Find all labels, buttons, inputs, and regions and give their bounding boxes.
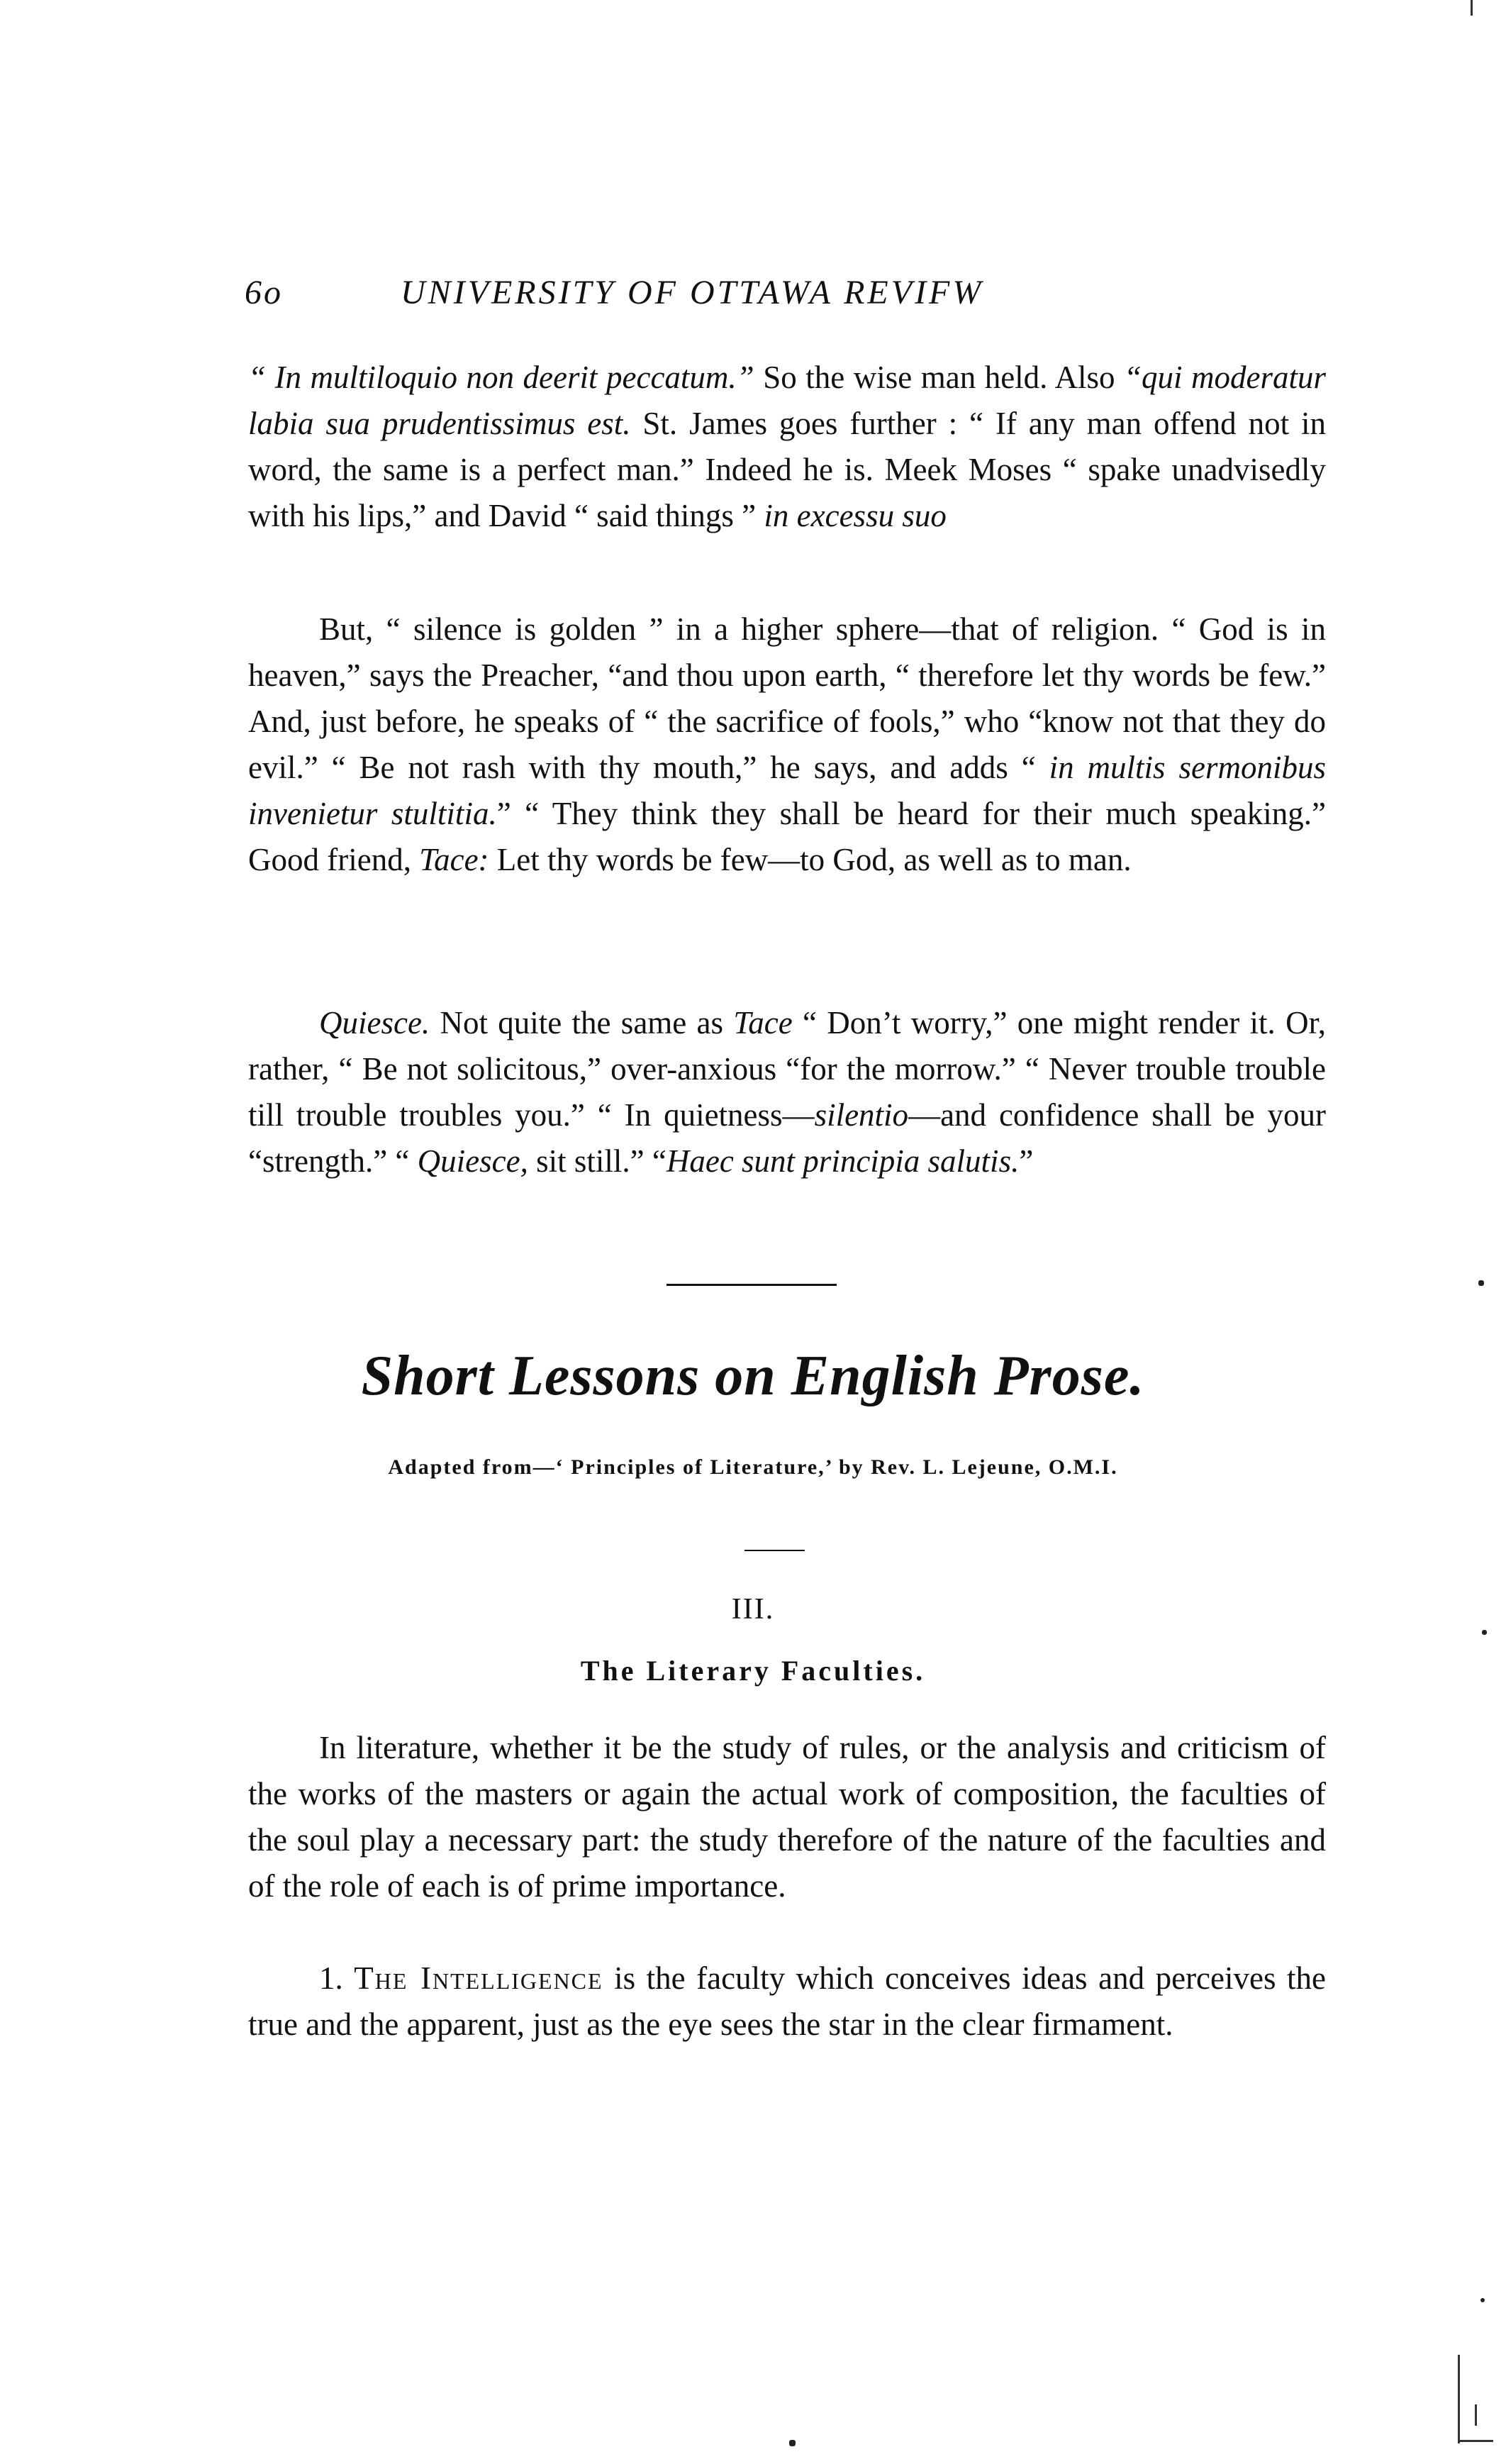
paragraph-text: But, “ silence is golden ” in a higher sphere—that of religion. “ God is in heaven,” says the Preacher, “and thou upon earth, “ therefore let thy words be few.” And, just before, he speaks of “ the sacrifice of fools,” who “know not that they do evil.” “ Be not rash with thy mouth,” he says, and adds “ — [248, 611, 1326, 785]
latin-quote: Tace: — [419, 842, 489, 877]
short-divider — [744, 1550, 805, 1551]
paragraph-text: St. James goes further : “ If any man offend not in word, the same is a perfect man.” Indeed he is. Meek Moses “ spake unadvisedly with his lips,” and David “ said things ” — [248, 406, 1326, 533]
latin-quote: Quiesce, — [417, 1143, 528, 1179]
paragraph-text: Let thy words be few—to God, as well as to man. — [489, 842, 1132, 877]
paragraph-text: is the faculty which conceives ideas and perceives the true and the apparent, just as the eye sees the star in the clear firmament. — [248, 1960, 1327, 2042]
lesson-subtitle: The Literary Faculties. — [580, 1655, 926, 1687]
scan-edge-mark — [1458, 2355, 1460, 2443]
scan-edge-mark — [1458, 2440, 1493, 2442]
scan-speck — [1482, 1630, 1487, 1635]
page-number: 6o — [245, 274, 283, 311]
latin-quote: “ In multiloquio non deerit peccatum.” — [248, 360, 754, 395]
paragraph-3 — [248, 1000, 1326, 1184]
paragraph-text: ” “ They think they shall be heard for their much speaking.” Good friend, — [248, 796, 1326, 877]
latin-quote: “qui moderatur labia sua prudentissimus est. — [248, 360, 1327, 441]
journal-title: UNIVERSITY OF OTTAWA REVIFW — [401, 274, 984, 311]
lesson-numeral: III. — [731, 1593, 775, 1626]
scan-speck — [1480, 2298, 1485, 2302]
paragraph-text: ” — [1019, 1143, 1034, 1179]
paragraph-text: So the wise man held. Also — [754, 360, 1124, 395]
paragraph-text: Not quite the same as — [430, 1005, 734, 1040]
paragraph-text: “ Don’t worry,” one might render it. Or, rather, “ Be not solicitous,” over-anxious “for the morrow.” “ Never trouble trouble till trouble troubles you.” “ In quietness— — [248, 1005, 1327, 1133]
latin-quote: silentio — [814, 1097, 909, 1133]
latin-quote: in excessu suo — [764, 498, 947, 533]
paragraph-2 — [248, 606, 1326, 883]
paragraph-text: In literature, whether it be the study of rules, or the analysis and criticism of the works of the masters or again the actual work of composition, the faculties of the soul play a necessary part: the study therefore of the nature of the faculties and of the role of each is of prime importance. — [248, 1730, 1326, 1904]
section-title: Short Lessons on English Prose. — [361, 1345, 1145, 1407]
scan-speck — [789, 2440, 796, 2446]
scan-speck — [1478, 1280, 1484, 1286]
faculty-term: The Intelligence — [354, 1960, 603, 1996]
latin-quote: Quiesce. — [319, 1005, 430, 1040]
running-head — [245, 273, 1329, 316]
latin-quote: Haec sunt principia salutis. — [666, 1143, 1020, 1179]
paragraph-4 — [248, 1725, 1326, 1909]
list-number: 1. — [319, 1960, 355, 1996]
scan-edge-mark — [1475, 2404, 1477, 2426]
section-divider — [666, 1284, 837, 1286]
latin-quote: in multis sermonibus invenietur stultitia. — [248, 750, 1326, 831]
paragraph-5 — [248, 1955, 1326, 2048]
latin-quote: Tace — [733, 1005, 793, 1040]
paragraph-text: sit still.” “ — [528, 1143, 666, 1179]
section-byline: Adapted from—‘ Principles of Literature,’ by Rev. L. Lejeune, O.M.I. — [388, 1455, 1118, 1479]
paragraph-1 — [248, 355, 1326, 539]
scan-edge-mark — [1471, 0, 1473, 16]
paragraph-text: —and confidence shall be your “strength.” “ — [248, 1097, 1326, 1179]
